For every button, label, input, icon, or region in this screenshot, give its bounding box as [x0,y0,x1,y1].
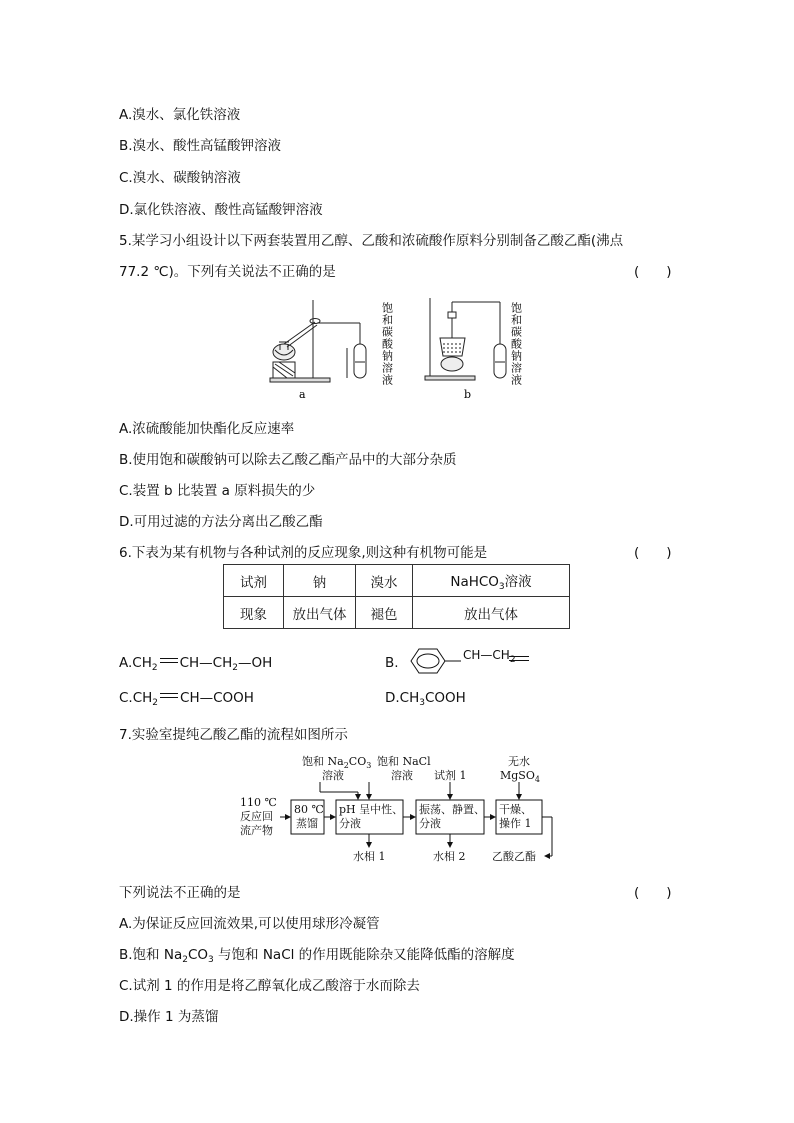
q5-option-b: B.使用饱和碳酸钠可以除去乙酸乙酯产品中的大部分杂质 [119,452,457,468]
apparatus-b-solution-label: 饱和碳酸钠溶液 [509,302,523,386]
flow-box3-line2: 分液 [419,817,441,830]
flow-output-aqueous2: 水相 2 [433,850,466,863]
flow-box3-line1: 振荡、静置、 [419,803,485,816]
table-label-phenomenon: 现象 [224,597,284,629]
flow-input-mgso4-line2: MgSO$_4$ [500,769,540,784]
flow-box4-line2: 操作 1 [499,817,532,830]
q6-answer-bracket: ( ) [634,545,672,561]
table-header-bromine-water: 溴水 [356,565,413,597]
table-header-sodium: 钠 [284,565,356,597]
q5-option-a: A.浓硫酸能加快酯化反应速率 [119,421,295,437]
flow-input-na2co3-line2: 溶液 [322,769,344,782]
table-cell-bromine-result: 褪色 [356,597,413,629]
q7-answer-bracket: ( ) [634,885,672,901]
benzene-ring-icon [403,646,461,676]
q5-option-c: C.装置 b 比装置 a 原料损失的少 [119,483,316,499]
q6-option-c: $C.CH_2$ CH—COOH [119,690,254,708]
flow-box2-line2: 分液 [339,817,361,830]
q7-option-c: C.试剂 1 的作用是将乙醇氧化成乙酸溶于水而除去 [119,978,420,994]
q6-reaction-table [223,564,570,629]
q4-option-c: C.溴水、碳酸钠溶液 [119,170,241,186]
flow-box1-line1: 80 ℃ [294,803,324,816]
table-cell-nahco3-result: 放出气体 [413,597,570,629]
flow-output-aqueous1: 水相 1 [353,850,386,863]
flow-start-line3: 流产物 [240,824,273,837]
flow-start-line1: 110 ℃ [240,796,277,809]
apparatus-label-a: a [299,388,306,401]
q5-option-d: D.可用过滤的方法分离出乙酸乙酯 [119,514,323,530]
apparatus-label-b: b [464,388,472,401]
q7-question-prompt: 下列说法不正确的是 [119,885,241,901]
flow-box4-line1: 干燥、 [499,803,532,816]
table-cell-sodium-result: 放出气体 [284,597,356,629]
q4-option-a: A.溴水、氯化铁溶液 [119,107,241,123]
q7-purification-flowchart [240,752,570,870]
flow-output-ethyl-acetate: 乙酸乙酯 [492,850,536,863]
flow-box1-line2: 蒸馏 [296,817,318,830]
table-header-reagent: 试剂 [224,565,284,597]
q6-option-a: $A.CH_2$ $CH—CH_2—OH$ [119,655,273,673]
q7-option-b: B.饱和 $Na_2CO_3$ 与饱和 NaCl 的作用既能除杂又能降低酯的溶解度 [119,947,515,965]
q4-option-d: D.氯化铁溶液、酸性高锰酸钾溶液 [119,202,323,218]
flow-input-nacl: 饱和 NaCl [377,755,431,768]
q6-stem: 6.下表为某有机物与各种试剂的反应现象,则这种有机物可能是 [119,545,488,561]
flow-input-mgso4-line1: 无水 [508,755,530,768]
flow-start-line2: 反应回 [240,810,273,823]
q7-option-a: A.为保证反应回流效果,可以使用球形冷凝管 [119,916,380,932]
q7-option-d: D.操作 1 为蒸馏 [119,1009,219,1025]
q4-option-b: B.溴水、酸性高锰酸钾溶液 [119,138,282,154]
flow-input-nacl-line2: 溶液 [391,769,413,782]
flow-box2-line1: pH 呈中性、 [339,803,404,816]
table-header-nahco3: NaHCO$_3$溶液 [413,565,570,597]
apparatus-a-solution-label: 饱和碳酸钠溶液 [380,302,394,386]
q5-apparatus-figure [265,292,535,402]
q6-option-d: $D.CH_3COOH$ [385,690,466,708]
flow-input-na2co3: 饱和 $Na_2CO_3$ [302,755,372,770]
q5-stem-line1: 5.某学习小组设计以下两套装置用乙醇、乙酸和浓硫酸作原料分别制备乙酸乙酯(沸点 [119,233,624,249]
q5-answer-bracket: ( ) [634,264,672,280]
q5-stem-line2: 77.2 ℃)。下列有关说法不正确的是 [119,264,336,280]
q7-stem: 7.实验室提纯乙酸乙酯的流程如图所示 [119,727,348,743]
flow-input-reagent1: 试剂 1 [434,769,467,782]
